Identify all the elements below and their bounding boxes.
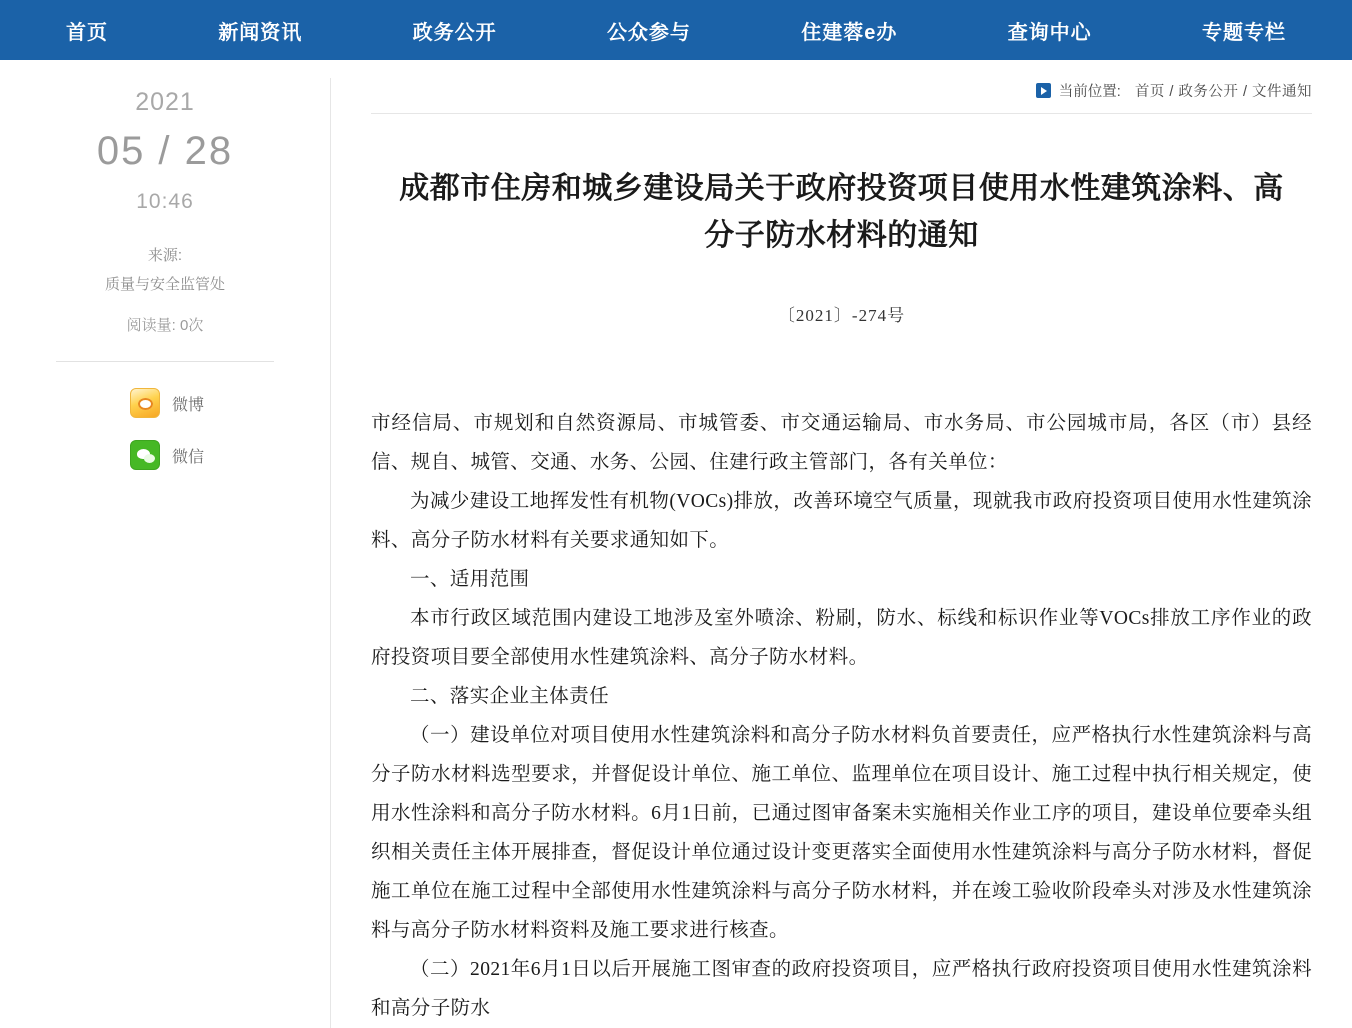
document-paragraph: 本市行政区域范围内建设工地涉及室外喷涂、粉刷，防水、标线和标识作业等VOCs排放工序作业的政府投资项目要全部使用水性建筑涂料、高分子防水材料。 <box>371 608 1312 668</box>
document-body <box>371 404 1312 1028</box>
share-wechat-button[interactable] <box>0 440 330 470</box>
document-paragraph: （一）建设单位对项目使用水性建筑涂料和高分子防水材料负首要责任，应严格执行水性建筑涂料与高分子防水材料选型要求，并督促设计单位、施工单位、监理单位在项目设计、施工过程中执行相关规定，使用水性涂料和高分子防水材料。6月1日前，已通过图审备案未实施相关作业工序的项目，建设单位要牵头组织相关责任主体开展排查，督促设计单位通过设计变更落实全面使用水性建筑涂料与高分子防水材料，督促施工单位在施工过程中全部使用水性建筑涂料与高分子防水材料，并在竣工验收阶段牵头对涉及水性建筑涂料与高分子防水材料资料及施工要求进行核查。 <box>371 725 1312 941</box>
nav-item-news[interactable]: 新闻资讯 <box>218 21 303 44</box>
article-container <box>331 60 1352 1028</box>
nav-item-special-topics[interactable]: 专题专栏 <box>1202 21 1286 44</box>
share-weibo-label: 微博 <box>172 396 205 414</box>
document-paragraph: 市经信局、市规划和自然资源局、市城管委、市交通运输局、市水务局、市公园城市局，各区（市）县经信、规自、城管、交通、水务、公园、住建行政主管部门，各有关单位： <box>371 413 1312 473</box>
share-weibo-button[interactable] <box>0 388 330 418</box>
publish-year: 2021 <box>135 88 195 116</box>
play-arrow-icon <box>1036 83 1051 98</box>
nav-item-home[interactable]: 首页 <box>66 21 108 44</box>
nav-item-query-center[interactable]: 查询中心 <box>1007 21 1092 44</box>
meta-divider <box>56 361 274 362</box>
view-count: 阅读量: 0次 <box>126 317 204 334</box>
breadcrumb-trail[interactable]: 首页 / 政务公开 / 文件通知 <box>1134 84 1312 100</box>
source-label: 来源: <box>147 247 183 264</box>
source-value: 质量与安全监管处 <box>104 276 225 293</box>
document-paragraph: 二、落实企业主体责任 <box>410 686 610 707</box>
main-navigation-bar <box>0 0 1352 60</box>
page-title: 成都市住房和城乡建设局关于政府投资项目使用水性建筑涂料、高分子防水材料的通知 <box>399 172 1284 252</box>
share-wechat-label: 微信 <box>172 448 205 466</box>
nav-item-public-participation[interactable]: 公众参与 <box>606 21 691 44</box>
publish-time: 10:46 <box>136 190 194 213</box>
article-meta-sidebar <box>0 60 330 492</box>
publish-date: 05 / 28 <box>96 129 234 173</box>
nav-item-government-affairs[interactable]: 政务公开 <box>412 21 497 44</box>
weibo-icon <box>130 388 160 418</box>
document-paragraph: 一、适用范围 <box>410 569 530 590</box>
nav-item-rongeban[interactable]: 住建蓉e办 <box>801 21 898 44</box>
page-container <box>0 60 1352 1028</box>
breadcrumb-label: 当前位置: <box>1058 84 1121 100</box>
breadcrumb <box>371 60 1312 114</box>
document-paragraph: （二）2021年6月1日以后开展施工图审查的政府投资项目，应严格执行政府投资项目使用水性建筑涂料和高分子防水 <box>371 959 1312 1019</box>
wechat-icon <box>130 440 160 470</box>
document-number: 〔2021〕-274号 <box>777 306 906 325</box>
document-paragraph: 为减少建设工地挥发性有机物(VOCs)排放，改善环境空气质量，现就我市政府投资项目使用水性建筑涂料、高分子防水材料有关要求通知如下。 <box>371 491 1312 551</box>
